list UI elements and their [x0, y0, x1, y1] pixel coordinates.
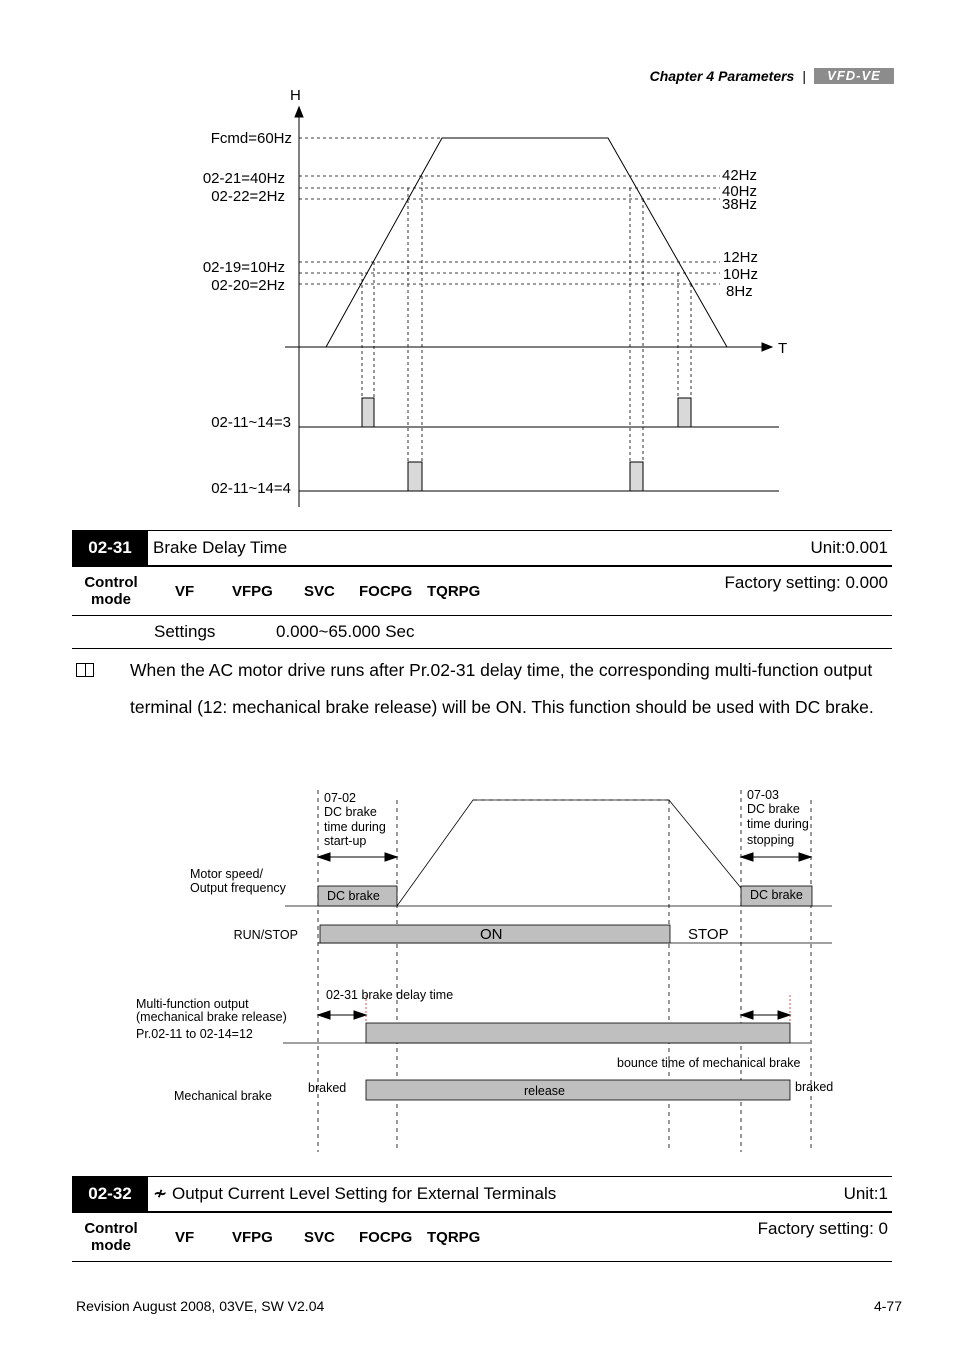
- settings-label: Settings: [154, 622, 216, 641]
- release-label: release: [524, 1084, 565, 1098]
- mode-svc: SVC: [304, 583, 335, 600]
- h-axis-label: H: [290, 87, 301, 104]
- frequency-curve: [326, 138, 727, 347]
- bounce-label: bounce time of mechanical brake: [617, 1056, 801, 1070]
- mode-tqrpg: TQRPG: [427, 583, 481, 600]
- vfd-logo: VFD-VE: [814, 68, 894, 84]
- freq-42-label: 42Hz: [722, 167, 758, 184]
- mode-vf: VF: [175, 1229, 195, 1246]
- output3-label: 02-11~14=3: [211, 414, 291, 431]
- p0222-label: 02-22=2Hz: [211, 188, 285, 205]
- stop-label: STOP: [688, 926, 729, 943]
- output4-pulse-decel: [630, 462, 643, 491]
- mech-brake-label: Mechanical brake: [174, 1089, 272, 1103]
- dc-brake-stop-label: DC brake: [750, 888, 803, 902]
- mode-tqrpg: TQRPG: [427, 1229, 481, 1246]
- param-name-text: Output Current Level Setting for External Terminals: [171, 1184, 557, 1203]
- mode-focpg: FOCPG: [359, 583, 413, 600]
- param-unit: Unit:0.001: [810, 538, 888, 557]
- param-code: 02-32: [72, 1177, 148, 1211]
- param-name: Brake Delay Time: [153, 538, 288, 557]
- braked-start-label: braked: [308, 1081, 347, 1095]
- chapter-title: Chapter 4 Parameters: [649, 68, 795, 84]
- brake-timing-diagram: [0, 780, 954, 1160]
- mode-vfpg: VFPG: [232, 583, 273, 600]
- p0220-label: 02-20=2Hz: [211, 277, 285, 294]
- control-mode-label: Control mode: [84, 574, 138, 608]
- output4-label: 02-11~14=4: [211, 480, 291, 497]
- start-line3: start-up: [324, 834, 367, 848]
- fcmd-label: Fcmd=60Hz: [210, 130, 292, 147]
- delay-label: 02-31 brake delay time: [326, 988, 454, 1002]
- settings-value: 0.000~65.000 Sec: [276, 622, 415, 641]
- param-name: [153, 1177, 556, 1211]
- t-axis-label: T: [778, 340, 788, 357]
- factory-setting: Factory setting: 0.000: [724, 573, 888, 592]
- param-unit: Unit:1: [843, 1184, 888, 1203]
- mf-label-1: Multi-function output: [136, 997, 249, 1011]
- freq-10-label: 10Hz: [723, 266, 759, 283]
- mode-vfpg: VFPG: [232, 1229, 273, 1246]
- brake-release-block: [366, 1023, 790, 1043]
- start-line2: time during: [324, 820, 386, 834]
- dc-brake-start-label: DC brake: [327, 889, 380, 903]
- t-axis-arrow: [762, 343, 772, 351]
- output3-pulse-decel: [678, 398, 691, 427]
- on-label: ON: [480, 926, 503, 943]
- freq-8-label: 8Hz: [726, 283, 753, 300]
- stop-code: 07-03: [747, 788, 779, 802]
- motor-label-2: Output frequency: [190, 881, 286, 895]
- freq-40-label: 40Hz: [722, 183, 758, 200]
- mf-label-2: (mechanical brake release): [136, 1010, 287, 1024]
- control-mode-label: Control mode: [84, 1220, 138, 1254]
- mode-svc: SVC: [304, 1229, 335, 1246]
- p0221-label: 02-21=40Hz: [202, 170, 285, 187]
- motor-label-1: Motor speed/: [190, 867, 263, 881]
- footer-page-number: 4-77: [873, 1298, 902, 1314]
- param-0232-table: [72, 1176, 892, 1262]
- braked-end-label: braked: [795, 1080, 834, 1094]
- book-icon: [76, 663, 94, 677]
- lightning-icon: ≁: [153, 1184, 168, 1203]
- note-text: When the AC motor drive runs after Pr.02-31 delay time, the corresponding multi-function output terminal (12: mechanical brake release) will be ON. This function should be used with DC brake.: [130, 660, 874, 717]
- mechanical-release-block: [366, 1080, 790, 1100]
- runstop-label: RUN/STOP: [233, 928, 298, 942]
- param-code: 02-31: [72, 531, 148, 565]
- start-code: 07-02: [324, 791, 356, 805]
- stop-line3: stopping: [747, 833, 795, 847]
- output4-pulse-accel: [408, 462, 422, 491]
- start-line1: DC brake: [324, 805, 377, 819]
- h-axis-arrow: [295, 107, 303, 117]
- factory-setting: Factory setting: 0: [757, 1219, 888, 1238]
- freq-12-label: 12Hz: [723, 249, 759, 266]
- header-separator: |: [802, 68, 806, 84]
- p0219-label: 02-19=10Hz: [202, 259, 285, 276]
- param-0231-table: [72, 530, 892, 649]
- freq-38-label: 38Hz: [722, 196, 758, 213]
- frequency-diagram: [0, 80, 954, 510]
- footer-revision: Revision August 2008, 03VE, SW V2.04: [76, 1298, 325, 1314]
- mode-focpg: FOCPG: [359, 1229, 413, 1246]
- mode-vf: VF: [175, 583, 195, 600]
- mf-label-3: Pr.02-11 to 02-14=12: [136, 1027, 253, 1041]
- stop-line2: time during: [747, 817, 809, 831]
- output3-pulse-accel: [362, 398, 374, 427]
- stop-line1: DC brake: [747, 802, 800, 816]
